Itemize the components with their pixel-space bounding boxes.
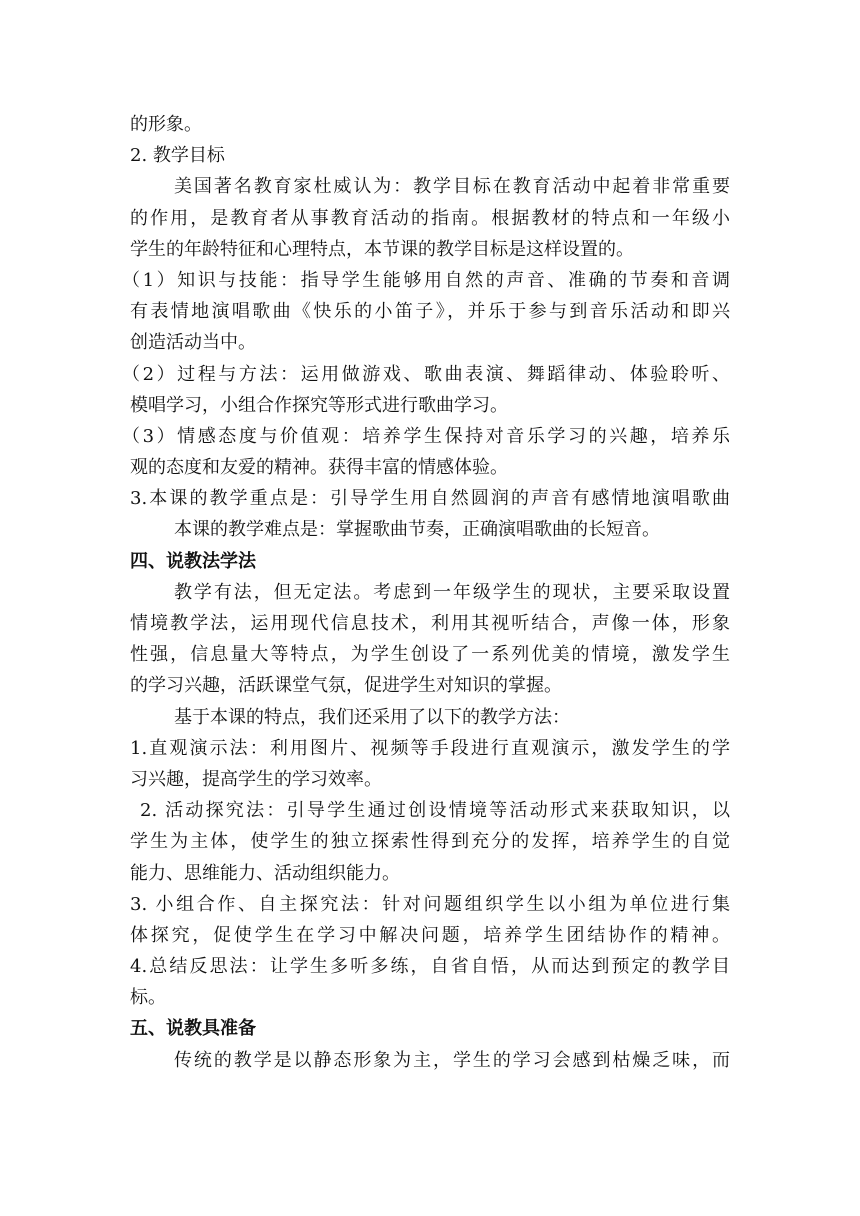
text-line: 创造活动当中。	[130, 332, 256, 354]
text-line: 能力、思维能力、活动组织能力。	[130, 862, 400, 884]
section-heading: 五、说教具准备	[130, 1018, 256, 1040]
text-line: 模唱学习，小组合作探究等形式进行歌曲学习。	[130, 394, 508, 416]
text-line: 的形象。	[130, 114, 202, 135]
text-line: 4.总结反思法：让学生多听多练，自省自悟，从而达到预定的教学目	[130, 956, 730, 978]
text-line: 性强，信息量大等特点，为学生创设了一系列优美的情境，激发学生	[130, 644, 730, 666]
text-line: 传统的教学是以静态形象为主，学生的学习会感到枯燥乏味，而	[174, 1049, 730, 1071]
text-line: （3）情感态度与价值观：培养学生保持对音乐学习的兴趣，培养乐	[122, 425, 730, 447]
text-line: 美国著名教育家杜威认为：教学目标在教育活动中起着非常重要	[174, 176, 730, 198]
text-line: 的作用，是教育者从事教育活动的指南。根据教材的特点和一年级小	[130, 207, 730, 229]
text-line: 的学习兴趣，活跃课堂气氛，促进学生对知识的掌握。	[130, 675, 562, 697]
text-line: 本课的教学难点是：掌握歌曲节奏，正确演唱歌曲的长短音。	[174, 519, 660, 541]
text-line: 习兴趣，提高学生的学习效率。	[130, 768, 382, 790]
text-line: 3.本课的教学重点是：引导学生用自然圆润的声音有感情地演唱歌曲	[130, 488, 730, 510]
text-line: （1）知识与技能：指导学生能够用自然的声音、准确的节奏和音调	[122, 269, 730, 291]
text-line: 基于本课的特点，我们还采用了以下的教学方法：	[174, 706, 570, 728]
text-line: 1.直观演示法：利用图片、视频等手段进行直观演示，激发学生的学	[130, 737, 730, 759]
text-line: 教学有法，但无定法。考虑到一年级学生的现状，主要采取设置	[174, 581, 730, 603]
text-line: 有表情地演唱歌曲《快乐的小笛子》，并乐于参与到音乐活动和即兴	[130, 301, 730, 323]
document-body	[122, 109, 730, 1076]
text-line: 标。	[130, 987, 166, 1009]
text-line: （2）过程与方法：运用做游戏、歌曲表演、舞蹈律动、体验聆听、	[122, 363, 730, 385]
text-line: 2. 活动探究法：引导学生通过创设情境等活动形式来获取知识，以	[140, 800, 730, 822]
text-line: 3. 小组合作、自主探究法：针对问题组织学生以小组为单位进行集	[130, 893, 730, 915]
text-line: 学生的年龄特征和心理特点，本节课的教学目标是这样设置的。	[130, 238, 634, 260]
text-line: 观的态度和友爱的精神。获得丰富的情感体验。	[130, 457, 508, 479]
text-line: 学生为主体，使学生的独立探索性得到充分的发挥，培养学生的自觉	[130, 831, 730, 853]
text-line: 情境教学法，运用现代信息技术，利用其视听结合，声像一体，形象	[130, 613, 730, 634]
text-line: 体探究，促使学生在学习中解决问题，培养学生团结协作的精神。	[130, 924, 730, 946]
section-heading: 四、说教法学法	[130, 550, 256, 572]
text-line: 2. 教学目标	[130, 145, 225, 167]
